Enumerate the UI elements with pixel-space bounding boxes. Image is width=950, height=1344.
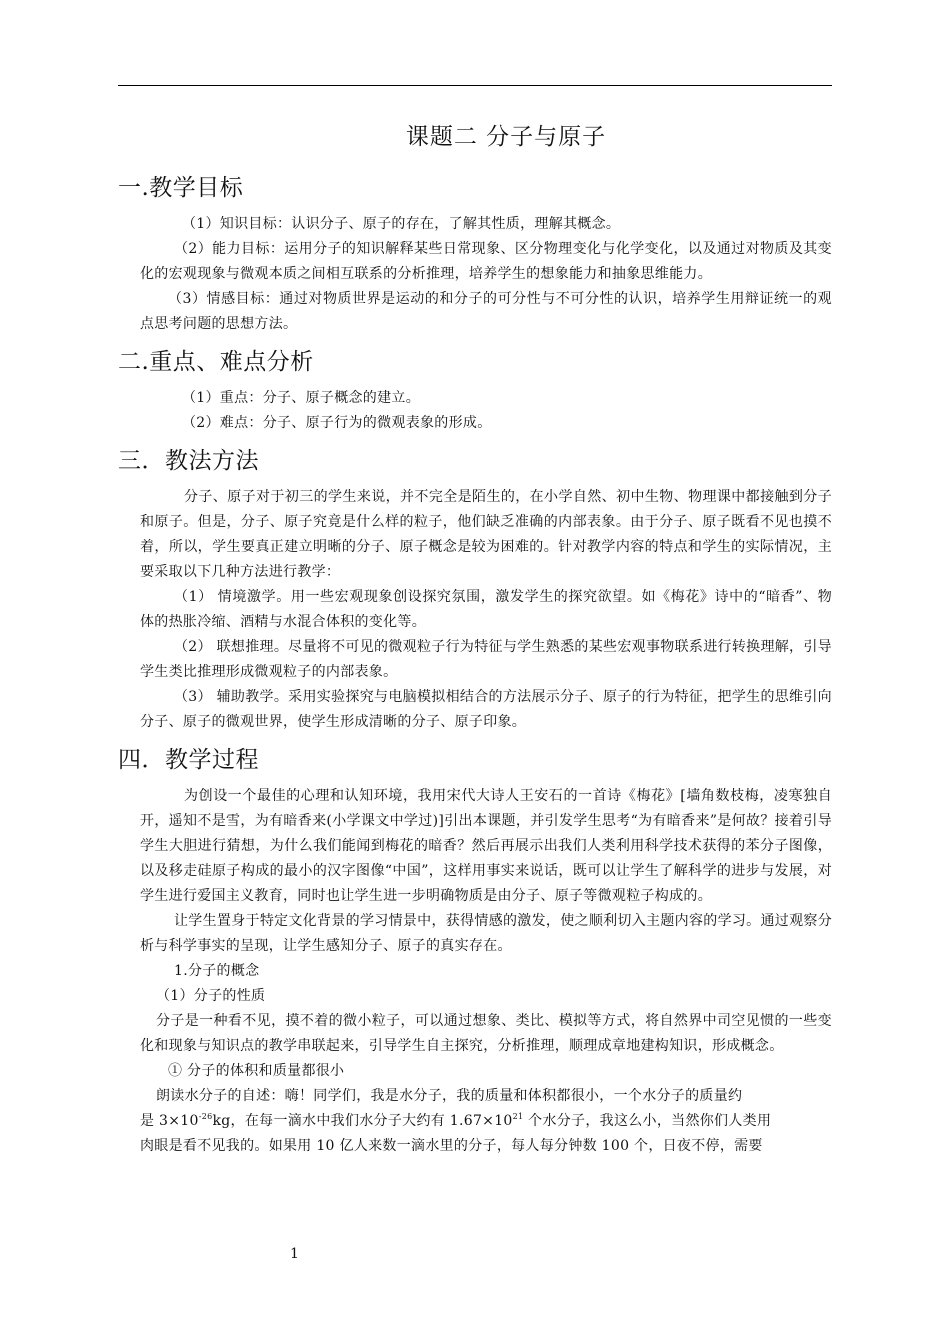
exponent: -26 (198, 1112, 213, 1121)
paragraph-formula: 是 $3\times 10^{-26}kg$，在每一滴水中我们水分子大约有 $1.67\times 10^{21}$ 个水分子，我这么小，当然你们人类用 (140, 1112, 772, 1129)
subheading: 1.分子的概念 (174, 963, 260, 979)
subheading: ① 分子的体积和质量都很小 (168, 1063, 345, 1079)
document-body (118, 118, 832, 1159)
page-number: 1 (290, 1246, 299, 1262)
header-rule (118, 85, 832, 86)
paragraph: 为创设一个最佳的心理和认知环境，我用宋代大诗人王安石的一首诗《梅花》[墙角数枝梅，凌寒独自开，遥知不是雪，为有暗香来(小学课文中学过)]引出本课题，并引发学生思考“为有暗香来”是何故？接着引导学生大胆进行猜想，为什么我们能闻到梅花的暗香？然后再展示出我们人类利用科学技术获得的苯分子图像，以及移走硅原子构成的最小的汉字图像“中国”，这样用事实来说话，既可以让学生了解科学的进步与发展，对学生进行爱国主义教育，同时也让学生进一步明确物质是由分子、原子等微观粒子构成的。 (140, 788, 832, 904)
paragraph: （1）知识目标：认识分子、原子的存在，了解其性质，理解其概念。 (182, 216, 621, 232)
paragraph: （1）重点：分子、原子概念的建立。 (182, 390, 421, 406)
paragraph: 朗读水分子的自述：嗨！同学们，我是水分子，我的质量和体积都很小，一个水分子的质量约 (156, 1088, 743, 1104)
document-title: 课题二 分子与原子 (405, 124, 607, 150)
section-heading-methods: 三．教法方法 (118, 448, 259, 474)
paragraph: （2） 联想推理。尽量将不可见的微观粒子行为特征与学生熟悉的某些宏观事物联系进行转换理解，引导学生类比推理形成微观粒子的内部表象。 (140, 639, 832, 680)
paragraph: （2）能力目标：运用分子的知识解释某些日常现象、区分物理变化与化学变化，以及通过对物质及其变化的宏观现象与微观本质之间相互联系的分析推理，培养学生的想象能力和抽象思维能力。 (140, 241, 832, 282)
subheading: （1）分子的性质 (156, 988, 266, 1004)
paragraph: 分子是一种看不见，摸不着的微小粒子，可以通过想象、类比、模拟等方式，将自然界中司空见惯的一些变化和现象与知识点的教学串联起来，引导学生自主探究，分析推理，顺理成章地建构知识，形成概念。 (140, 1013, 832, 1054)
paragraph: 肉眼是看不见我的。如果用 10 亿人来数一滴水里的分子，每人每分钟数 100 个，日夜不停，需要 (140, 1138, 763, 1154)
exponent: 21 (512, 1112, 524, 1121)
paragraph: 让学生置身于特定文化背景的学习情景中，获得情感的激发，使之顺利切入主题内容的学习。通过观察分析与科学事实的呈现，让学生感知分子、原子的真实存在。 (140, 913, 832, 954)
paragraph: （3）情感目标：通过对物质世界是运动的和分子的可分性与不可分性的认识，培养学生用辩证统一的观点思考问题的思想方法。 (140, 291, 832, 332)
paragraph: 分子、原子对于初三的学生来说，并不完全是陌生的，在小学自然、初中生物、物理课中都接触到分子和原子。但是，分子、原子究竟是什么样的粒子，他们缺乏准确的内部表象。由于分子、原子既看不见也摸不着，所以，学生要真正建立明晰的分子、原子概念是较为困难的。针对教学内容的特点和学生的实际情况，主要采取以下几种方法进行教学： (140, 489, 832, 580)
paragraph: （3） 辅助教学。采用实验探究与电脑模拟相结合的方法展示分子、原子的行为特征，把学生的思维引向分子、原子的微观世界，使学生形成清晰的分子、原子印象。 (140, 689, 832, 730)
paragraph: （2）难点：分子、原子行为的微观表象的形成。 (182, 415, 492, 431)
paragraph: （1） 情境激学。用一些宏观现象创设探究氛围，激发学生的探究欲望。如《梅花》诗中的“暗香”、物体的热胀冷缩、酒精与水混合体积的变化等。 (140, 589, 832, 630)
section-heading-goals: 一.教学目标 (118, 175, 244, 201)
section-heading-process: 四．教学过程 (118, 747, 259, 773)
section-heading-key-points: 二.重点、难点分析 (118, 349, 314, 375)
